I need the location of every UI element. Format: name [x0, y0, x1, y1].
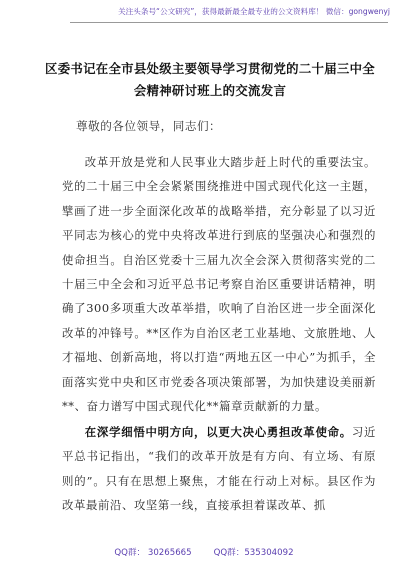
paragraph-2 [62, 420, 376, 518]
paragraph-1: 改革开放是党和人民事业大踏步赶上时代的重要法宝。党的二十届三中全会紧紧围绕推进中国式现代化这一主题，擘画了进一步全面深化改革的战略举措，充分彰显了以习近平同志为核心的党中央将改革进行到底的坚强决心和强烈的使命担当。自治区党委十三届九次全会深入贯彻落实党的二十届三中全会和习近平总书记考察自治区重要讲话精神，明确了300多项重大改革举措，吹响了自治区进一步全面深化改革的冲锋号。**区作为自治区老工业基地、文旅胜地、人才福地、创新高地，将以打造“两地五区一中心”为抓手，全面落实党中央和区市党委各项决策部署，为加快建设美丽新**、奋力谱写中国式现代化**篇章贡献新的力量。 [62, 155, 376, 414]
header-divider [70, 22, 388, 23]
header-banner: 关注头条号“公文研究”，获得最新最全最专业的公文资料库！ 微信：gongwenyj [118, 7, 390, 16]
document-title: 区委书记在全市县处级主要领导学习贯彻党的二十届三中全会精神研讨班上的交流发言 [45, 61, 375, 98]
footer-qq-group-1: QQ群： 30265665 [114, 548, 192, 558]
paragraph-2-rest: 习近平总书记指出，“我们的改革开放是有方向、有立场、有原则的”。只有在思想上聚焦，才能在行动上对标。县区作为改革最前沿、攻坚第一线，直接承担着谋改革、抓 [62, 425, 377, 513]
salutation: 尊敬的各位领导，同志们： [76, 119, 222, 133]
footer-qq-group-2: QQ群：535304092 [213, 548, 294, 558]
paragraph-2-lead: 在深学细悟中明方向，以更大决心勇担改革使命。 [84, 425, 352, 439]
footer [0, 546, 408, 558]
